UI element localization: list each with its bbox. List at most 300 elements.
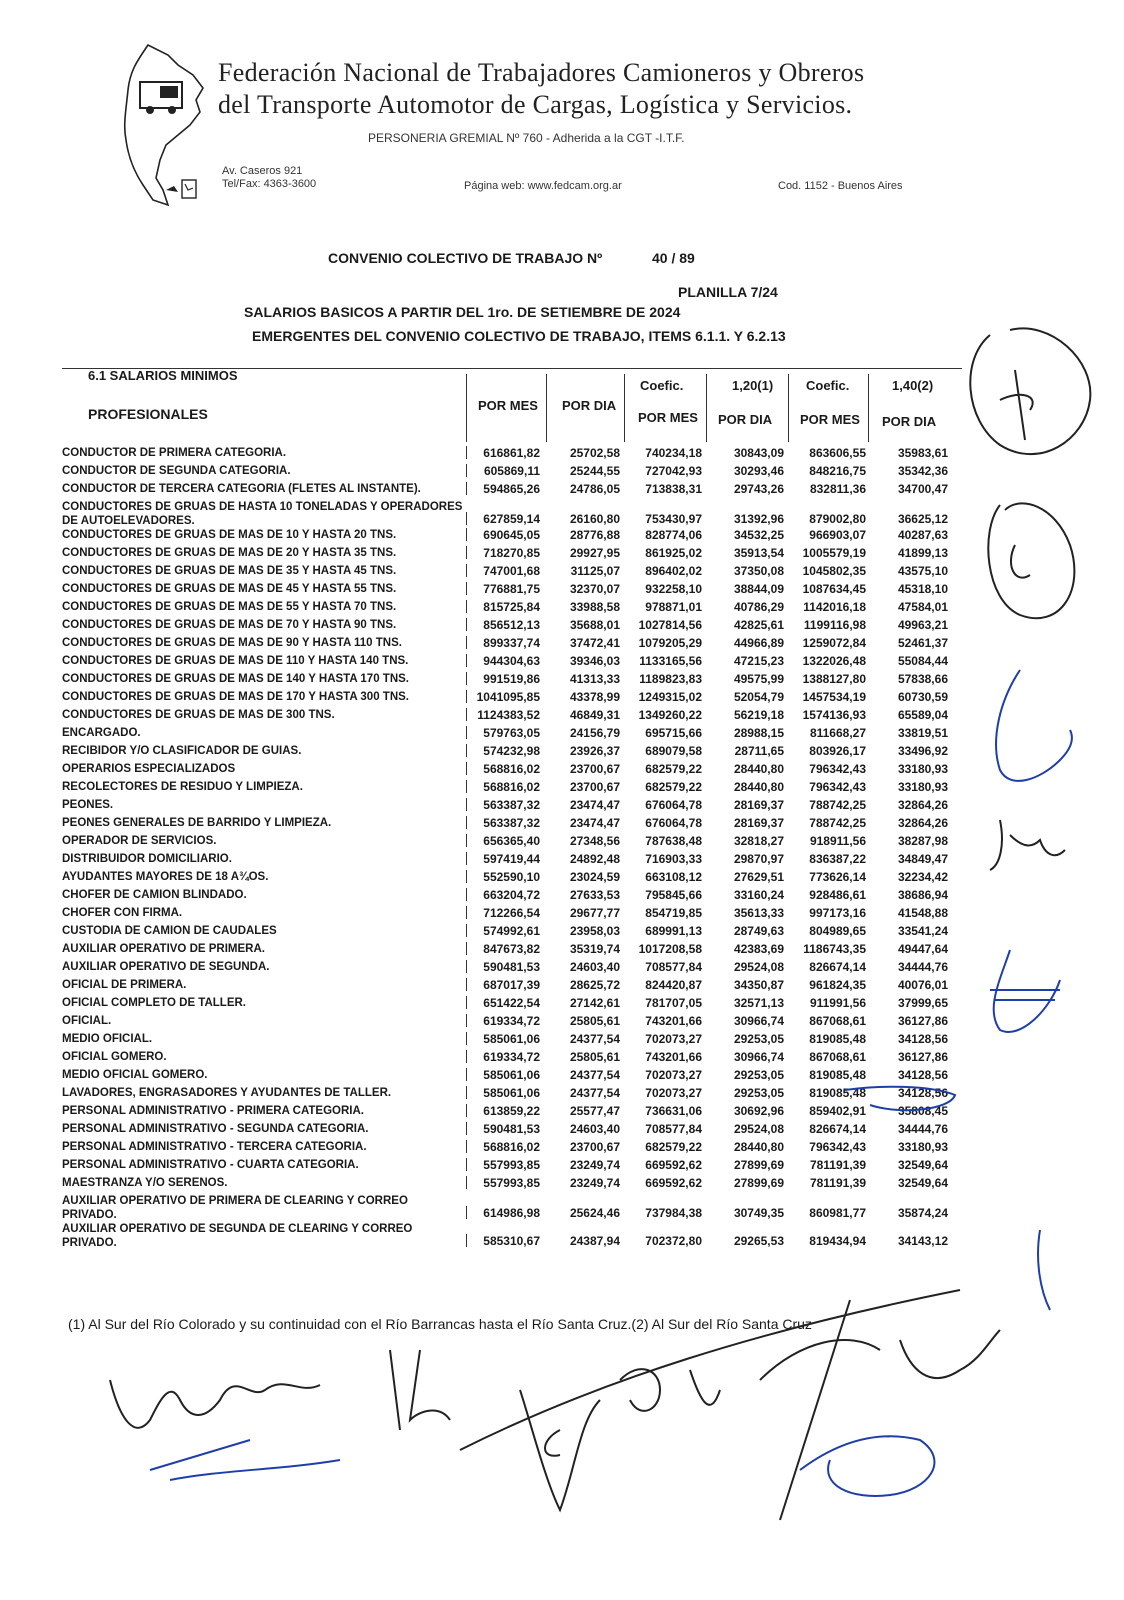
row-value-mes2: 867068,61: [809, 1014, 866, 1028]
row-value-dia2: 33180,93: [897, 1140, 948, 1154]
row-value-dia2: 57838,66: [897, 672, 948, 686]
row-value-mes1: 682579,22: [645, 1140, 702, 1154]
row-value-dia: 24786,05: [569, 482, 620, 496]
row-value-mes1: 795845,66: [645, 888, 702, 902]
row-category-name: CHOFER DE CAMION BLINDADO.: [62, 889, 247, 901]
row-value-dia1: 40786,29: [733, 600, 784, 614]
black-signatures: [110, 328, 1090, 1520]
row-category-name: RECIBIDOR Y/O CLASIFICADOR DE GUIAS.: [62, 745, 302, 757]
row-value-mes2: 1322026,48: [802, 654, 866, 668]
row-value-mes1: 861925,02: [645, 546, 702, 560]
row-value-dia: 24377,54: [569, 1068, 620, 1082]
row-category-name: RECOLECTORES DE RESIDUO Y LIMPIEZA.: [62, 781, 303, 793]
row-value-mes2: 1574136,93: [802, 708, 866, 722]
row-value-mes2: 811668,27: [809, 726, 866, 740]
row-value-dia1: 29524,08: [733, 1122, 784, 1136]
row-value-mes1: 1017208,58: [638, 942, 702, 956]
row-value-dia: 25244,55: [569, 464, 620, 478]
row-value-dia1: 29743,26: [733, 482, 784, 496]
row-value-dia: 23700,67: [569, 780, 620, 794]
convenio-label: CONVENIO COLECTIVO DE TRABAJO Nº: [328, 250, 603, 266]
row-value-mes1: 781707,05: [645, 996, 702, 1010]
row-value-mes: 585061,06: [483, 1032, 540, 1046]
row-value-mes2: 860981,77: [809, 1206, 866, 1220]
row-value-dia2: 33496,92: [897, 744, 948, 758]
row-category-name: OPERARIOS ESPECIALIZADOS: [62, 763, 236, 775]
row-value-mes1: 828774,06: [645, 528, 702, 542]
row-category-name: CONDUCTORES DE GRUAS DE MAS DE 110 Y HASTA 140 TNS.: [62, 655, 409, 667]
col-header-profesionales: PROFESIONALES: [88, 406, 208, 422]
row-value-mes: 585061,06: [483, 1086, 540, 1100]
row-value-mes: 663204,72: [483, 888, 540, 902]
row-value-mes2: 879002,80: [809, 512, 866, 526]
row-value-dia: 29927,95: [569, 546, 620, 560]
row-value-dia1: 49575,99: [733, 672, 784, 686]
row-value-mes1: 695715,66: [645, 726, 702, 740]
row-value-mes2: 796342,43: [809, 1140, 866, 1154]
row-value-mes2: 826674,14: [809, 1122, 866, 1136]
row-value-mes1: 682579,22: [645, 780, 702, 794]
row-value-dia1: 28440,80: [733, 762, 784, 776]
row-value-mes: 563387,32: [483, 816, 540, 830]
row-value-mes1: 737984,38: [645, 1206, 702, 1220]
row-value-dia1: 30843,09: [733, 446, 784, 460]
row-value-mes2: 918911,56: [809, 834, 866, 848]
row-value-mes1: 743201,66: [645, 1014, 702, 1028]
row-value-dia2: 49963,21: [897, 618, 948, 632]
row-category-name: CONDUCTOR DE PRIMERA CATEGORIA.: [62, 447, 287, 459]
row-category-name: CONDUCTORES DE GRUAS DE HASTA 10 TONELADAS Y OPERADORES DE AUTOELEVADORES.: [62, 501, 463, 527]
row-value-mes1: 753430,97: [645, 512, 702, 526]
row-category-name: AUXILIAR OPERATIVO DE PRIMERA DE CLEARING Y CORREO PRIVADO.: [62, 1195, 408, 1221]
sub-header-por-dia-2: POR DIA: [882, 414, 937, 429]
row-value-mes1: 1079205,29: [638, 636, 702, 650]
row-value-dia2: 34444,76: [897, 1122, 948, 1136]
row-value-mes1: 676064,78: [645, 816, 702, 830]
row-value-dia: 25624,46: [569, 1206, 620, 1220]
row-value-dia: 26160,80: [569, 512, 620, 526]
row-category-name: PERSONAL ADMINISTRATIVO - CUARTA CATEGORIA.: [62, 1159, 359, 1171]
row-value-dia2: 34444,76: [897, 960, 948, 974]
row-value-dia2: 37999,65: [897, 996, 948, 1010]
row-value-dia1: 27899,69: [733, 1158, 784, 1172]
row-value-mes: 613859,22: [483, 1104, 540, 1118]
row-value-dia: 24156,79: [569, 726, 620, 740]
row-value-mes1: 1349260,22: [638, 708, 702, 722]
row-category-name: AUXILIAR OPERATIVO DE SEGUNDA.: [62, 961, 270, 973]
row-value-mes: 619334,72: [483, 1014, 540, 1028]
row-value-dia: 41313,33: [569, 672, 620, 686]
postal-code: Cod. 1152 - Buenos Aires: [778, 180, 903, 192]
row-value-dia2: 33180,93: [897, 780, 948, 794]
row-value-mes: 574992,61: [483, 924, 540, 938]
row-value-dia2: 41548,88: [897, 906, 948, 920]
planilla: PLANILLA 7/24: [678, 284, 778, 300]
row-value-mes2: 1457534,19: [802, 690, 866, 704]
coef1-value: 1,20(1): [732, 378, 774, 393]
row-value-dia2: 34849,47: [897, 852, 948, 866]
row-value-dia1: 29265,53: [733, 1234, 784, 1248]
row-value-mes2: 911991,56: [809, 996, 866, 1010]
row-category-name: AUXILIAR OPERATIVO DE PRIMERA.: [62, 943, 265, 955]
row-value-dia2: 35983,61: [897, 446, 948, 460]
org-name-line1: Federación Nacional de Trabajadores Camioneros y Obreros: [218, 58, 865, 87]
row-value-dia1: 28988,15: [733, 726, 784, 740]
row-value-mes2: 1005579,19: [802, 546, 866, 560]
row-value-mes1: 1249315,02: [638, 690, 702, 704]
row-value-dia2: 65589,04: [897, 708, 948, 722]
row-category-name: CONDUCTORES DE GRUAS DE MAS DE 70 Y HASTA 90 TNS.: [62, 619, 397, 631]
row-value-dia: 23700,67: [569, 762, 620, 776]
row-value-mes1: 978871,01: [645, 600, 702, 614]
row-value-dia2: 45318,10: [897, 582, 948, 596]
row-value-dia2: 40287,63: [897, 528, 948, 542]
row-value-mes2: 1388127,80: [802, 672, 866, 686]
row-value-dia: 24603,40: [569, 960, 620, 974]
row-value-mes: 590481,53: [483, 1122, 540, 1136]
row-category-name: DISTRIBUIDOR DOMICILIARIO.: [62, 853, 232, 865]
row-value-mes1: 1027814,56: [638, 618, 702, 632]
row-value-mes: 856512,13: [483, 618, 540, 632]
row-value-dia2: 41899,13: [897, 546, 948, 560]
row-value-dia: 23474,47: [569, 798, 620, 812]
row-value-mes1: 716903,33: [645, 852, 702, 866]
row-value-mes1: 740234,18: [645, 446, 702, 460]
row-value-mes2: 819085,48: [809, 1086, 866, 1100]
sub-header-por-mes-2: POR MES: [800, 412, 860, 427]
row-value-dia1: 30692,96: [733, 1104, 784, 1118]
col-header-por-mes: POR MES: [478, 398, 538, 413]
col-header-por-dia: POR DIA: [562, 398, 617, 413]
row-value-dia: 31125,07: [570, 564, 620, 578]
row-value-mes2: 966903,07: [809, 528, 866, 542]
row-value-dia: 43378,99: [569, 690, 620, 704]
row-value-mes: 557993,85: [483, 1158, 540, 1172]
row-category-name: CONDUCTORES DE GRUAS DE MAS DE 10 Y HASTA 20 TNS.: [62, 529, 397, 541]
row-value-mes: 614986,98: [483, 1206, 540, 1220]
row-value-mes1: 702372,80: [645, 1234, 702, 1248]
row-value-mes2: 1087634,45: [802, 582, 866, 596]
row-value-mes: 605869,11: [483, 464, 540, 478]
row-value-mes: 594865,26: [483, 482, 540, 496]
row-value-mes: 656365,40: [483, 834, 540, 848]
row-value-dia2: 36127,86: [897, 1014, 948, 1028]
row-value-dia: 29677,77: [569, 906, 620, 920]
row-value-mes1: 702073,27: [645, 1068, 702, 1082]
row-value-dia: 25805,61: [569, 1014, 620, 1028]
row-value-dia: 23474,47: [569, 816, 620, 830]
row-category-name: CONDUCTOR DE SEGUNDA CATEGORIA.: [62, 465, 291, 477]
row-value-mes1: 787638,48: [645, 834, 702, 848]
row-value-mes: 651422,54: [483, 996, 540, 1010]
row-value-mes: 815725,84: [483, 600, 540, 614]
row-value-dia: 35688,01: [569, 618, 620, 632]
row-category-name: CONDUCTORES DE GRUAS DE MAS DE 35 Y HASTA 45 TNS.: [62, 565, 397, 577]
row-value-mes1: 854719,85: [645, 906, 702, 920]
row-category-name: CONDUCTORES DE GRUAS DE MAS DE 90 Y HASTA 110 TNS.: [62, 637, 402, 649]
row-category-name: CONDUCTORES DE GRUAS DE MAS DE 300 TNS.: [62, 709, 335, 721]
row-value-dia2: 32864,26: [897, 816, 948, 830]
row-value-dia1: 27629,51: [733, 870, 784, 884]
row-value-dia: 23249,74: [569, 1176, 620, 1190]
row-value-mes1: 713838,31: [645, 482, 702, 496]
row-value-mes: 568816,02: [483, 1140, 540, 1154]
row-value-dia: 25577,47: [569, 1104, 620, 1118]
row-value-dia1: 38844,09: [733, 582, 784, 596]
row-value-dia1: 28169,37: [733, 798, 784, 812]
row-value-dia1: 28749,63: [733, 924, 784, 938]
row-value-mes1: 1189823,83: [639, 672, 702, 686]
row-value-dia1: 29524,08: [733, 960, 784, 974]
row-value-mes1: 824420,87: [645, 978, 702, 992]
row-value-dia1: 47215,23: [733, 654, 784, 668]
address: Av. Caseros 921: [222, 165, 303, 177]
row-value-dia1: 32818,27: [733, 834, 784, 848]
row-value-dia: 24892,48: [569, 852, 620, 866]
row-value-dia2: 32549,64: [897, 1176, 948, 1190]
row-value-mes2: 961824,35: [809, 978, 866, 992]
row-value-dia: 23024,59: [569, 870, 620, 884]
row-value-mes1: 669592,62: [645, 1158, 702, 1172]
row-category-name: ENCARGADO.: [62, 727, 141, 739]
row-value-dia: 23700,67: [569, 1140, 620, 1154]
row-value-dia1: 56219,18: [733, 708, 784, 722]
subtitle-salarios: SALARIOS BASICOS A PARTIR DEL 1ro. DE SETIEMBRE DE 2024: [244, 304, 681, 320]
row-value-dia2: 35808,45: [897, 1104, 948, 1118]
row-value-mes: 991519,86: [483, 672, 540, 686]
convenio-number: 40 / 89: [652, 250, 695, 266]
row-category-name: CONDUCTORES DE GRUAS DE MAS DE 45 Y HASTA 55 TNS.: [62, 583, 397, 595]
row-value-mes2: 863606,55: [809, 446, 866, 460]
row-value-dia2: 34128,56: [897, 1068, 948, 1082]
row-value-mes1: 727042,93: [645, 464, 702, 478]
row-category-name: CONDUCTORES DE GRUAS DE MAS DE 55 Y HASTA 70 TNS.: [62, 601, 397, 613]
row-value-dia1: 35913,54: [733, 546, 784, 560]
row-value-dia: 28776,88: [569, 528, 620, 542]
row-value-dia1: 30966,74: [733, 1014, 784, 1028]
row-value-mes1: 736631,06: [645, 1104, 702, 1118]
row-value-dia2: 60730,59: [897, 690, 948, 704]
row-category-name: AUXILIAR OPERATIVO DE SEGUNDA DE CLEARING Y CORREO PRIVADO.: [62, 1223, 413, 1249]
row-value-dia2: 33819,51: [897, 726, 948, 740]
row-value-mes1: 708577,84: [645, 1122, 702, 1136]
row-value-dia: 37472,41: [569, 636, 620, 650]
row-value-mes: 574232,98: [483, 744, 540, 758]
row-value-dia1: 34532,25: [733, 528, 784, 542]
row-value-mes2: 1259072,84: [802, 636, 866, 650]
row-value-dia2: 34128,56: [897, 1086, 948, 1100]
row-value-mes2: 796342,43: [809, 762, 866, 776]
row-value-mes: 718270,85: [483, 546, 540, 560]
row-value-mes1: 1133165,56: [639, 654, 702, 668]
row-category-name: CONDUCTOR DE TERCERA CATEGORIA (FLETES AL INSTANTE).: [62, 483, 421, 495]
row-value-mes1: 702073,27: [645, 1032, 702, 1046]
row-value-mes2: 819085,48: [809, 1068, 866, 1082]
row-value-mes1: 702073,27: [645, 1086, 702, 1100]
row-value-mes: 776881,75: [483, 582, 540, 596]
row-value-dia1: 35613,33: [733, 906, 784, 920]
row-value-dia2: 35874,24: [897, 1206, 948, 1220]
row-value-dia2: 34143,12: [897, 1234, 948, 1248]
row-value-dia: 33988,58: [569, 600, 620, 614]
row-category-name: OFICIAL GOMERO.: [62, 1051, 167, 1063]
row-value-dia: 24387,94: [569, 1234, 620, 1248]
row-value-dia2: 33180,93: [897, 762, 948, 776]
row-value-dia: 24377,54: [569, 1086, 620, 1100]
org-name-line2: del Transporte Automotor de Cargas, Logística y Servicios.: [218, 90, 853, 119]
row-value-mes: 552590,10: [483, 870, 540, 884]
row-value-dia: 27142,61: [569, 996, 620, 1010]
row-value-mes2: 836387,22: [809, 852, 866, 866]
row-value-dia: 27633,53: [569, 888, 620, 902]
row-value-dia2: 33541,24: [897, 924, 948, 938]
row-value-dia1: 29253,05: [733, 1032, 784, 1046]
row-value-mes: 563387,32: [483, 798, 540, 812]
row-value-mes: 747001,68: [483, 564, 540, 578]
row-value-mes2: 781191,39: [809, 1176, 866, 1190]
row-value-dia1: 28440,80: [733, 1140, 784, 1154]
row-value-mes2: 788742,25: [809, 798, 866, 812]
row-value-mes: 712266,54: [483, 906, 540, 920]
row-value-mes2: 928486,61: [809, 888, 866, 902]
row-value-dia1: 30749,35: [733, 1206, 784, 1220]
row-value-mes: 585061,06: [483, 1068, 540, 1082]
row-value-dia: 27348,56: [569, 834, 620, 848]
row-value-mes1: 689079,58: [645, 744, 702, 758]
row-value-dia2: 32864,26: [897, 798, 948, 812]
row-category-name: OFICIAL DE PRIMERA.: [62, 979, 187, 991]
row-value-dia: 35319,74: [569, 942, 620, 956]
row-value-mes2: 997173,16: [809, 906, 866, 920]
row-value-mes2: 859402,91: [809, 1104, 866, 1118]
row-value-dia1: 32571,13: [733, 996, 784, 1010]
row-value-mes: 690645,05: [483, 528, 540, 542]
row-value-mes: 557993,85: [483, 1176, 540, 1190]
telfax: Tel/Fax: 4363-3600: [222, 178, 317, 190]
row-value-dia1: 31392,96: [733, 512, 784, 526]
row-value-dia1: 29253,05: [733, 1086, 784, 1100]
row-category-name: PERSONAL ADMINISTRATIVO - SEGUNDA CATEGORIA.: [62, 1123, 369, 1135]
row-category-name: PERSONAL ADMINISTRATIVO - PRIMERA CATEGORIA.: [62, 1105, 364, 1117]
row-category-name: PEONES GENERALES DE BARRIDO Y LIMPIEZA.: [62, 817, 332, 829]
row-value-mes2: 1142016,18: [803, 600, 866, 614]
row-category-name: OFICIAL.: [62, 1015, 112, 1027]
row-value-dia2: 40076,01: [897, 978, 948, 992]
row-value-mes: 1041095,85: [476, 690, 540, 704]
row-value-dia2: 34128,56: [897, 1032, 948, 1046]
row-value-mes2: 819434,94: [809, 1234, 866, 1248]
row-value-mes2: 826674,14: [809, 960, 866, 974]
coef2-value: 1,40(2): [892, 378, 934, 393]
row-value-dia1: 37350,08: [733, 564, 784, 578]
row-value-dia2: 43575,10: [897, 564, 948, 578]
row-value-mes2: 1045802,35: [802, 564, 866, 578]
row-value-mes: 627859,14: [483, 512, 540, 526]
row-value-mes2: 796342,43: [809, 780, 866, 794]
row-value-dia: 24377,54: [569, 1032, 620, 1046]
row-value-dia2: 32549,64: [897, 1158, 948, 1172]
row-value-dia: 46849,31: [569, 708, 620, 722]
row-value-dia: 32370,07: [569, 582, 620, 596]
row-category-name: OPERADOR DE SERVICIOS.: [62, 835, 217, 847]
row-value-mes1: 676064,78: [645, 798, 702, 812]
personeria: PERSONERIA GREMIAL Nº 760 - Adherida a la CGT -I.T.F.: [368, 131, 685, 145]
row-value-mes2: 803926,17: [809, 744, 866, 758]
row-value-mes2: 848216,75: [809, 464, 866, 478]
row-value-dia1: 30966,74: [733, 1050, 784, 1064]
row-value-dia1: 28440,80: [733, 780, 784, 794]
row-value-dia1: 42825,61: [733, 618, 784, 632]
row-value-dia: 28625,72: [569, 978, 620, 992]
row-value-mes1: 663108,12: [645, 870, 702, 884]
row-value-mes1: 708577,84: [645, 960, 702, 974]
row-value-mes2: 773626,14: [809, 870, 866, 884]
sub-header-por-mes-1: POR MES: [638, 410, 698, 425]
row-value-dia2: 36625,12: [897, 512, 948, 526]
row-value-mes: 616861,82: [483, 446, 540, 460]
row-category-name: LAVADORES, ENGRASADORES Y AYUDANTES DE TALLER.: [62, 1087, 392, 1099]
row-value-dia2: 55084,44: [897, 654, 948, 668]
row-category-name: MAESTRANZA Y/O SERENOS.: [62, 1177, 228, 1189]
row-value-mes: 899337,74: [483, 636, 540, 650]
row-category-name: OFICIAL COMPLETO DE TALLER.: [62, 997, 246, 1009]
row-value-mes1: 743201,66: [645, 1050, 702, 1064]
row-value-mes2: 788742,25: [809, 816, 866, 830]
row-value-dia1: 34350,87: [733, 978, 784, 992]
row-value-mes: 1124383,52: [477, 708, 540, 722]
row-value-dia2: 49447,64: [897, 942, 948, 956]
coef2-label: Coefic.: [806, 378, 850, 393]
row-value-dia1: 44966,89: [733, 636, 784, 650]
row-value-mes2: 1199116,98: [803, 618, 866, 632]
row-value-dia: 39346,03: [569, 654, 620, 668]
row-value-mes: 579763,05: [483, 726, 540, 740]
row-value-dia: 23926,37: [569, 744, 620, 758]
row-value-dia1: 27899,69: [733, 1176, 784, 1190]
row-value-mes: 568816,02: [483, 780, 540, 794]
row-category-name: PEONES.: [62, 799, 114, 811]
row-value-dia1: 29870,97: [733, 852, 784, 866]
footnote: (1) Al Sur del Río Colorado y su continuidad con el Río Barrancas hasta el Río Santa Cruz.(2) Al Sur del Río Santa Cruz: [68, 1316, 812, 1332]
row-value-dia1: 28169,37: [733, 816, 784, 830]
row-value-mes2: 804989,65: [809, 924, 866, 938]
website: Página web: www.fedcam.org.ar: [464, 180, 622, 192]
row-value-mes1: 682579,22: [645, 762, 702, 776]
row-value-dia: 25702,58: [569, 446, 620, 460]
row-value-mes2: 781191,39: [809, 1158, 866, 1172]
row-value-mes: 568816,02: [483, 762, 540, 776]
row-value-dia1: 52054,79: [733, 690, 784, 704]
row-category-name: PERSONAL ADMINISTRATIVO - TERCERA CATEGORIA.: [62, 1141, 367, 1153]
row-value-dia2: 38686,94: [897, 888, 948, 902]
row-value-dia1: 42383,69: [733, 942, 784, 956]
row-value-mes1: 689991,13: [645, 924, 702, 938]
section-title: 6.1 SALARIOS MINIMOS: [88, 368, 238, 383]
row-category-name: CONDUCTORES DE GRUAS DE MAS DE 20 Y HASTA 35 TNS.: [62, 547, 397, 559]
row-value-mes: 585310,67: [483, 1234, 540, 1248]
row-value-dia2: 38287,98: [897, 834, 948, 848]
row-value-mes2: 1186743,35: [803, 942, 866, 956]
row-category-name: MEDIO OFICIAL GOMERO.: [62, 1069, 208, 1081]
row-value-dia: 23958,03: [569, 924, 620, 938]
row-value-mes: 944304,63: [483, 654, 540, 668]
row-category-name: AYUDANTES MAYORES DE 18 A¾OS.: [62, 871, 269, 883]
row-value-dia: 23249,74: [569, 1158, 620, 1172]
row-value-dia: 25805,61: [569, 1050, 620, 1064]
row-category-name: CONDUCTORES DE GRUAS DE MAS DE 170 Y HASTA 300 TNS.: [62, 691, 409, 703]
coef1-label: Coefic.: [640, 378, 684, 393]
row-value-mes: 597419,44: [483, 852, 540, 866]
